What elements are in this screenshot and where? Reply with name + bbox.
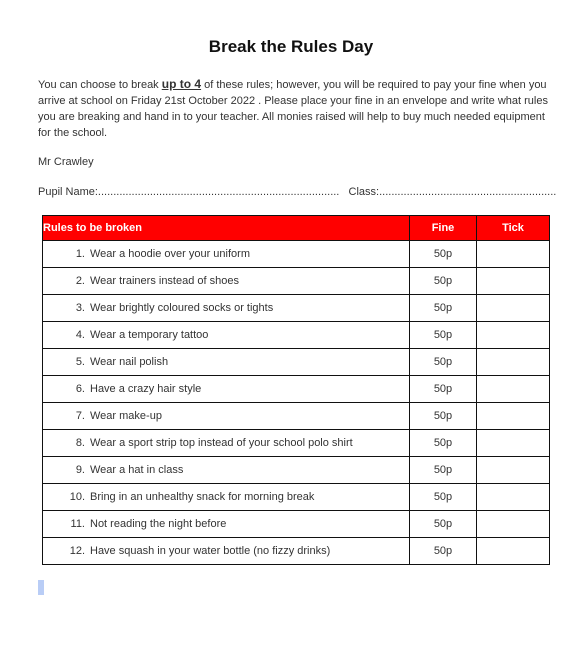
rule-text: Have a crazy hair style: [90, 383, 202, 395]
rule-cell: [43, 349, 410, 376]
rule-number: 3.: [75, 302, 85, 314]
rule-text: Wear a hoodie over your uniform: [90, 248, 250, 260]
rule-text: Wear a temporary tattoo: [90, 329, 209, 341]
table-row: [43, 268, 550, 295]
rule-number: 5.: [75, 356, 85, 368]
rule-number: 8.: [75, 437, 85, 449]
fine-cell: 50p: [410, 322, 477, 349]
tick-cell[interactable]: [477, 538, 550, 565]
pupil-name-field[interactable]: ...............................................................................: [97, 186, 340, 198]
tick-cell[interactable]: [477, 484, 550, 511]
rules-table: [42, 215, 550, 565]
fine-cell: 50p: [410, 484, 477, 511]
rule-number: 11.: [70, 518, 85, 530]
rule-text: Not reading the night before: [90, 518, 227, 530]
rule-number: 6.: [75, 383, 85, 395]
rule-cell: [43, 295, 410, 322]
pupil-name-label: Pupil Name:: [38, 186, 98, 198]
fine-cell: 50p: [410, 295, 477, 322]
table-row: [43, 511, 550, 538]
table-row: [43, 349, 550, 376]
rule-text: Wear brightly coloured socks or tights: [90, 302, 274, 314]
header-fine: Fine: [410, 216, 477, 241]
fine-cell: 50p: [410, 376, 477, 403]
tick-cell[interactable]: [477, 511, 550, 538]
tick-cell[interactable]: [477, 349, 550, 376]
tick-cell[interactable]: [477, 295, 550, 322]
fine-cell: 50p: [410, 241, 477, 268]
rule-cell: [43, 484, 410, 511]
table-row: [43, 376, 550, 403]
page-title: Break the Rules Day: [208, 37, 374, 56]
header-rule: Rules to be broken: [43, 216, 410, 241]
rule-text: Wear trainers instead of shoes: [90, 275, 239, 287]
tick-cell[interactable]: [477, 430, 550, 457]
rule-number: 7.: [75, 410, 85, 422]
rule-text: Wear a hat in class: [90, 464, 184, 476]
table-row: [43, 322, 550, 349]
table-header-row: [43, 216, 550, 241]
rule-cell: [43, 457, 410, 484]
intro-emphasis: up to 4: [161, 77, 202, 91]
rule-text: Have squash in your water bottle (no fizzy drinks): [90, 545, 331, 557]
rule-cell: [43, 403, 410, 430]
rule-cell: [43, 430, 410, 457]
rule-text: Wear a sport strip top instead of your school polo shirt: [90, 437, 353, 449]
tick-cell[interactable]: [477, 241, 550, 268]
fine-cell: 50p: [410, 403, 477, 430]
header-tick: Tick: [477, 216, 550, 241]
rule-number: 4.: [75, 329, 85, 341]
fine-cell: 50p: [410, 457, 477, 484]
fine-cell: 50p: [410, 430, 477, 457]
rule-cell: [43, 538, 410, 565]
table-row: [43, 403, 550, 430]
table-row: [43, 241, 550, 268]
tick-cell[interactable]: [477, 457, 550, 484]
intro-text-after: of these rules; however, you will be required to pay your fine when you arrive at school on Friday 21st October 2022 . Please place your fine in an envelope and write what rules you are breaking and hand in to your teacher. All monies raised will help to buy much needed equipment for the school.: [38, 79, 548, 139]
table-row: [43, 430, 550, 457]
fine-cell: 50p: [410, 268, 477, 295]
fine-cell: 50p: [410, 511, 477, 538]
teacher-name: Mr Crawley: [38, 156, 94, 168]
rule-number: 12.: [69, 545, 85, 557]
table-row: [43, 484, 550, 511]
intro-paragraph: [38, 76, 550, 141]
tick-cell[interactable]: [477, 268, 550, 295]
rule-cell: [43, 322, 410, 349]
tick-cell[interactable]: [477, 376, 550, 403]
rule-number: 1.: [75, 248, 85, 260]
table-row: [43, 457, 550, 484]
rule-cell: [43, 376, 410, 403]
rule-number: 2.: [75, 275, 85, 287]
rule-cell: [43, 268, 410, 295]
fine-cell: 50p: [410, 538, 477, 565]
pupil-form-line: [38, 186, 556, 198]
intro-text-before: You can choose to break: [38, 79, 162, 91]
rule-number: 9.: [75, 464, 85, 476]
table-row: [43, 538, 550, 565]
rule-text: Wear make-up: [90, 410, 162, 422]
class-field[interactable]: ..........................................................: [379, 186, 557, 198]
rule-text: Wear nail polish: [90, 356, 169, 368]
fine-cell: 50p: [410, 349, 477, 376]
class-label: Class:: [348, 186, 380, 198]
tick-cell[interactable]: [477, 322, 550, 349]
rule-cell: [43, 241, 410, 268]
rule-cell: [43, 511, 410, 538]
tick-cell[interactable]: [477, 403, 550, 430]
rule-text: Bring in an unhealthy snack for morning break: [90, 491, 315, 503]
text-cursor: [38, 580, 44, 595]
rule-number: 10.: [69, 491, 85, 503]
table-row: [43, 295, 550, 322]
